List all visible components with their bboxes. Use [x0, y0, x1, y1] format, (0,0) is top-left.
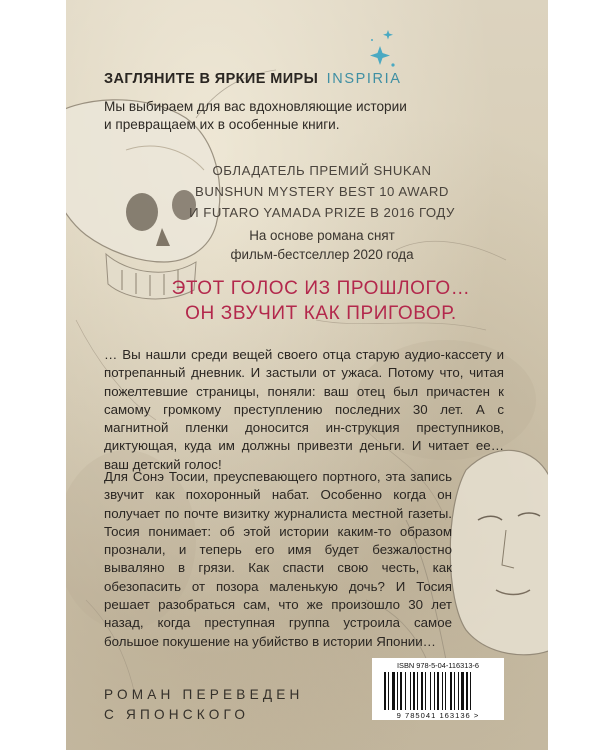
film-basis-line2: фильм-бестселлер 2020 года [230, 247, 414, 262]
award-line1: ОБЛАДАТЕЛЬ ПРЕМИЙ SHUKAN [212, 163, 432, 178]
series-header [104, 71, 401, 87]
translation-note-line2: С ЯПОНСКОГО [104, 707, 250, 722]
tagline-line2: ОН ЗВУЧИТ КАК ПРИГОВОР. [185, 303, 457, 324]
series-subtitle-line1: Мы выбираем для вас вдохновляющие истории [104, 99, 407, 114]
publisher-brand: INSPIRIA [326, 71, 402, 87]
series-subtitle-line2: и превращаем их в особенные книги. [104, 117, 340, 132]
film-basis-text [162, 226, 482, 264]
series-subtitle [104, 98, 524, 134]
award-text [162, 160, 482, 223]
barcode-number: 9 785041 163136 > [396, 711, 480, 720]
blurb-paragraph-1: … Вы нашли среди вещей своего отца старую аудио-кассету и потрепанный дневник. И застыли от ужаса. Потому что, читая пожелтевшие страницы, поняли: ваш отец был причастен к самому громкому преступлению последних 30 лет. А с магнитной пленки доносится ин-струкция преступников, диктующая, куда им должны привезти деньги. И читает ее… ваш детский голос! [104, 347, 504, 472]
translation-note-line1: РОМАН ПЕРЕВЕДЕН [104, 687, 304, 702]
barcode-icon [382, 672, 494, 710]
blurb-paragraph-2: Для Сонэ Тосии, преуспевающего портного, эта запись звучит как похоронный набат. Особенно когда он получает по почте визитку журналиста местной газеты. Тосия понимает: об этой истории каким-то образом прознали, и теперь его имя будет безжалостно вываляно в грязи. Как спасти свою честь, как обезопасить от позора маленькую дочь? И Тосия решает разобраться сам, что же произошло 30 лет назад, когда преступная группа устроила самое большое покушение на убийство в истории Японии… [104, 469, 452, 649]
translation-note [104, 685, 304, 725]
tagline [106, 276, 536, 326]
barcode-block [372, 658, 504, 720]
award-line3: И FUTARO YAMADA PRIZE В 2016 ГОДУ [189, 205, 455, 220]
film-basis-line1: На основе романа снят [249, 228, 395, 243]
tagline-line1: ЭТОТ ГОЛОС ИЗ ПРОШЛОГО… [171, 278, 471, 299]
isbn-text: ISBN 978-5-04-116313-6 [396, 661, 480, 670]
award-line2: BUNSHUN MYSTERY BEST 10 AWARD [195, 184, 449, 199]
series-title: ЗАГЛЯНИТЕ В ЯРКИЕ МИРЫ [104, 71, 319, 87]
sparkle-stars-icon [370, 30, 395, 67]
book-back-cover [66, 0, 548, 750]
